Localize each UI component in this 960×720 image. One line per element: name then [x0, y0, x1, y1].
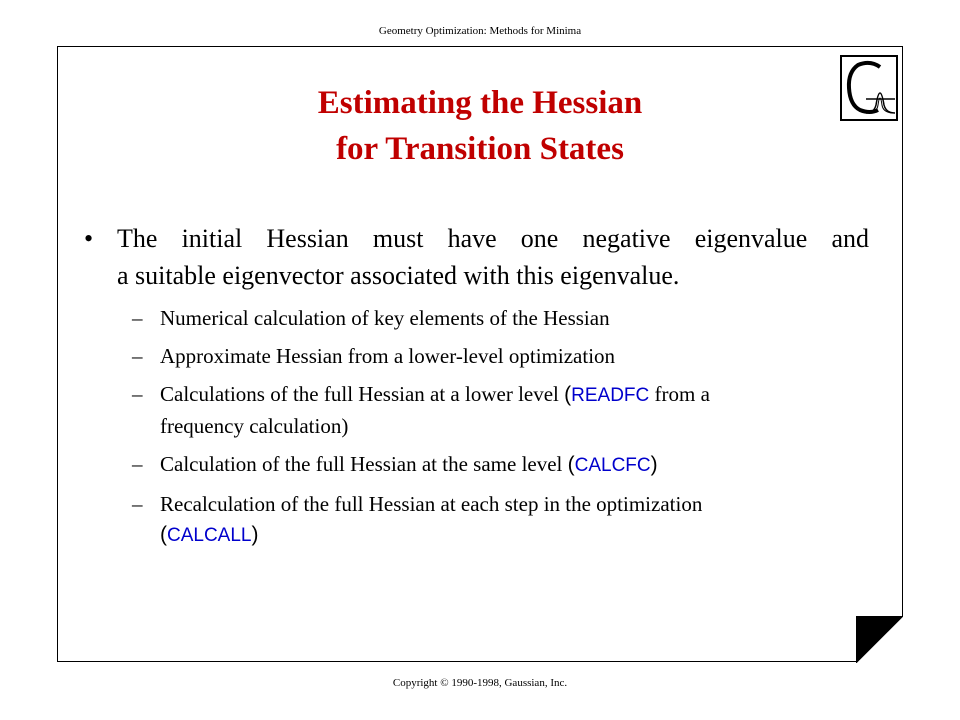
close-paren: ) — [650, 453, 658, 476]
subitem-text — [160, 379, 872, 441]
subitem-text — [160, 449, 872, 481]
subitem-text: Approximate Hessian from a lower-level optimization — [160, 344, 616, 368]
subitem-text-post: from a — [649, 382, 710, 406]
subitem-dash: – — [132, 344, 143, 368]
keyword-calcall: CALCALL — [167, 525, 252, 546]
subitem-text-pre: Calculations of the full Hessian at a lower level — [160, 382, 565, 406]
subitem-text-pre: Calculation of the full Hessian at the same level — [160, 452, 568, 476]
subitem-dash: – — [132, 306, 143, 330]
title-line-2: for Transition States — [336, 131, 624, 167]
bullet-text — [117, 220, 869, 294]
subitem-text-line-2: frequency calculation) — [160, 414, 349, 438]
subitem-text-pre: Recalculation of the full Hessian at each step in the optimization — [160, 492, 703, 516]
subitem-dash: – — [132, 452, 143, 476]
running-header: Geometry Optimization: Methods for Minima — [378, 25, 582, 37]
keyword-calcfc: CALCFC — [574, 455, 651, 476]
slide-title — [200, 80, 760, 172]
open-paren: ( — [567, 453, 575, 476]
close-paren: ) — [251, 523, 259, 546]
bullet-line-2: a suitable eigenvector associated with this eigenvalue. — [117, 261, 680, 290]
subitem-dash: – — [132, 492, 143, 516]
subitem-text: Numerical calculation of key elements of the Hessian — [160, 306, 610, 330]
copyright-footer: Copyright © 1990-1998, Gaussian, Inc. — [392, 677, 568, 689]
keyword-readfc: READFC — [571, 385, 650, 406]
page-corner-icon — [856, 616, 903, 663]
subitem-dash: – — [132, 382, 143, 406]
title-line-1: Estimating the Hessian — [317, 85, 643, 121]
open-paren: ( — [160, 523, 167, 546]
bullet-marker: • — [84, 224, 94, 253]
bullet-line-1: The initial Hessian must have one negative eigenvalue and — [117, 224, 869, 253]
gaussian-logo-icon — [840, 55, 898, 121]
subitem-text — [160, 489, 872, 551]
open-paren: ( — [564, 383, 572, 406]
